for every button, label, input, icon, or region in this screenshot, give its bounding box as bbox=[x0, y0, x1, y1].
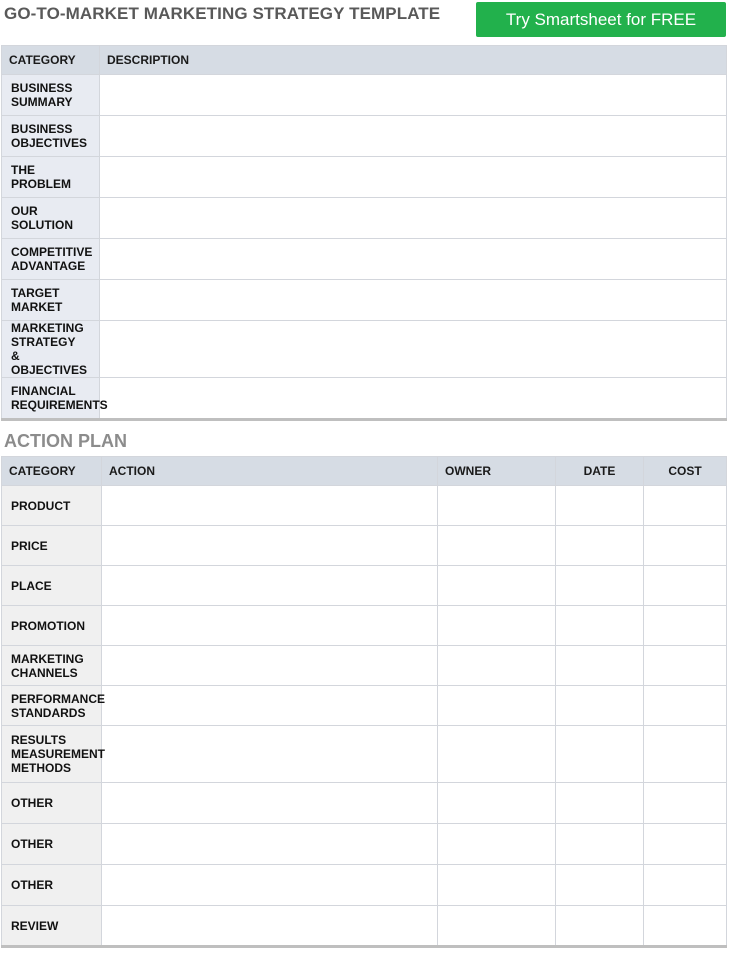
cost-cell[interactable] bbox=[644, 726, 727, 783]
category-label: OTHER bbox=[11, 878, 53, 892]
table-row bbox=[2, 378, 727, 420]
category-other bbox=[2, 865, 102, 906]
category-price bbox=[2, 526, 102, 566]
category-label: PRICE bbox=[11, 538, 48, 553]
category-label: PROMOTION bbox=[11, 618, 85, 633]
category-the-problem bbox=[2, 157, 100, 198]
cost-cell[interactable] bbox=[644, 906, 727, 947]
table-row bbox=[2, 906, 727, 947]
owner-cell[interactable] bbox=[438, 783, 556, 824]
category-label: OTHER bbox=[11, 796, 53, 810]
action-cell[interactable] bbox=[102, 824, 438, 865]
table-row bbox=[2, 865, 727, 906]
table-row bbox=[2, 686, 727, 726]
category-results-measurement bbox=[2, 726, 106, 783]
date-cell[interactable] bbox=[556, 865, 644, 906]
column-header-category: CATEGORY bbox=[2, 457, 102, 486]
category-label: OTHER bbox=[11, 837, 53, 851]
owner-cell[interactable] bbox=[438, 486, 556, 526]
category-label: THE PROBLEM bbox=[11, 163, 71, 191]
cost-cell[interactable] bbox=[644, 686, 727, 726]
cost-cell[interactable] bbox=[644, 526, 727, 566]
description-cell[interactable] bbox=[100, 157, 727, 198]
category-marketing-strategy bbox=[2, 321, 100, 378]
category-target-market bbox=[2, 280, 100, 321]
category-competitive-advantage bbox=[2, 239, 100, 280]
table-row bbox=[2, 75, 727, 116]
owner-cell[interactable] bbox=[438, 726, 556, 783]
date-cell[interactable] bbox=[556, 906, 644, 947]
table-row bbox=[2, 526, 727, 566]
table-row bbox=[2, 239, 727, 280]
description-cell[interactable] bbox=[100, 198, 727, 239]
column-header-description: DESCRIPTION bbox=[100, 46, 727, 75]
date-cell[interactable] bbox=[556, 566, 644, 606]
action-cell[interactable] bbox=[102, 686, 438, 726]
category-label: BUSINESS SUMMARY bbox=[11, 81, 73, 109]
cost-cell[interactable] bbox=[644, 566, 727, 606]
table-row bbox=[2, 606, 727, 646]
owner-cell[interactable] bbox=[438, 865, 556, 906]
table-row bbox=[2, 321, 727, 378]
column-header-date: DATE bbox=[556, 457, 644, 486]
owner-cell[interactable] bbox=[438, 646, 556, 686]
description-cell[interactable] bbox=[100, 378, 727, 420]
description-cell[interactable] bbox=[100, 116, 727, 157]
category-financial-requirements bbox=[2, 378, 108, 420]
action-cell[interactable] bbox=[102, 606, 438, 646]
column-header-cost: COST bbox=[644, 457, 727, 486]
date-cell[interactable] bbox=[556, 783, 644, 824]
category-other bbox=[2, 824, 102, 865]
table-row bbox=[2, 783, 727, 824]
table-row bbox=[2, 486, 727, 526]
table-row bbox=[2, 198, 727, 239]
table-row bbox=[2, 726, 727, 783]
cost-cell[interactable] bbox=[644, 783, 727, 824]
category-our-solution bbox=[2, 198, 100, 239]
table-row bbox=[2, 824, 727, 865]
category-product bbox=[2, 486, 102, 526]
category-label: PRODUCT bbox=[11, 498, 71, 513]
date-cell[interactable] bbox=[556, 606, 644, 646]
action-plan-title: ACTION PLAN bbox=[4, 431, 127, 451]
try-smartsheet-button[interactable]: Try Smartsheet for FREE bbox=[476, 2, 726, 37]
category-label: REVIEW bbox=[11, 918, 59, 933]
action-cell[interactable] bbox=[102, 865, 438, 906]
date-cell[interactable] bbox=[556, 486, 644, 526]
column-header-category: CATEGORY bbox=[2, 46, 100, 75]
category-label: OUR SOLUTION bbox=[11, 204, 73, 232]
cost-cell[interactable] bbox=[644, 606, 727, 646]
category-promotion bbox=[2, 606, 102, 646]
category-label: RESULTS MEASUREMENT METHODS bbox=[11, 733, 106, 775]
action-cell[interactable] bbox=[102, 783, 438, 824]
table-row bbox=[2, 566, 727, 606]
date-cell[interactable] bbox=[556, 824, 644, 865]
category-label: PERFORMANCE STANDARDS bbox=[11, 691, 106, 720]
table-row bbox=[2, 646, 727, 686]
description-cell[interactable] bbox=[100, 321, 727, 378]
cost-cell[interactable] bbox=[644, 824, 727, 865]
category-label: TARGET MARKET bbox=[11, 286, 63, 314]
category-marketing-channels bbox=[2, 646, 102, 686]
action-cell[interactable] bbox=[102, 566, 438, 606]
action-cell[interactable] bbox=[102, 906, 438, 947]
category-label: MARKETING CHANNELS bbox=[11, 651, 84, 680]
category-review bbox=[2, 906, 102, 947]
description-cell[interactable] bbox=[100, 75, 727, 116]
page-title: GO-TO-MARKET MARKETING STRATEGY TEMPLATE bbox=[4, 4, 441, 23]
strategy-table bbox=[1, 45, 727, 421]
action-cell[interactable] bbox=[102, 646, 438, 686]
strategy-header-row bbox=[2, 46, 727, 75]
action-plan-table bbox=[1, 456, 727, 948]
action-header-row bbox=[2, 457, 727, 486]
cost-cell[interactable] bbox=[644, 646, 727, 686]
cost-cell[interactable] bbox=[644, 865, 727, 906]
table-row bbox=[2, 157, 727, 198]
column-header-owner: OWNER bbox=[438, 457, 556, 486]
owner-cell[interactable] bbox=[438, 606, 556, 646]
table-row bbox=[2, 116, 727, 157]
owner-cell[interactable] bbox=[438, 566, 556, 606]
description-cell[interactable] bbox=[100, 280, 727, 321]
cost-cell[interactable] bbox=[644, 486, 727, 526]
category-business-objectives bbox=[2, 116, 100, 157]
category-label: FINANCIAL REQUIREMENTS bbox=[11, 384, 108, 412]
category-business-summary bbox=[2, 75, 100, 116]
category-label: COMPETITIVE ADVANTAGE bbox=[11, 245, 93, 273]
category-label: BUSINESS OBJECTIVES bbox=[11, 122, 88, 150]
action-cell[interactable] bbox=[102, 486, 438, 526]
category-performance-standards bbox=[2, 686, 106, 726]
category-place bbox=[2, 566, 102, 606]
category-label: PLACE bbox=[11, 578, 52, 593]
category-label: MARKETING STRATEGY & OBJECTIVES bbox=[11, 321, 88, 377]
description-cell[interactable] bbox=[100, 239, 727, 280]
action-cell[interactable] bbox=[102, 726, 438, 783]
owner-cell[interactable] bbox=[438, 526, 556, 566]
table-row bbox=[2, 280, 727, 321]
owner-cell[interactable] bbox=[438, 824, 556, 865]
action-cell[interactable] bbox=[102, 526, 438, 566]
column-header-action: ACTION bbox=[102, 457, 438, 486]
date-cell[interactable] bbox=[556, 526, 644, 566]
date-cell[interactable] bbox=[556, 646, 644, 686]
category-other bbox=[2, 783, 102, 824]
date-cell[interactable] bbox=[556, 686, 644, 726]
owner-cell[interactable] bbox=[438, 906, 556, 947]
date-cell[interactable] bbox=[556, 726, 644, 783]
owner-cell[interactable] bbox=[438, 686, 556, 726]
